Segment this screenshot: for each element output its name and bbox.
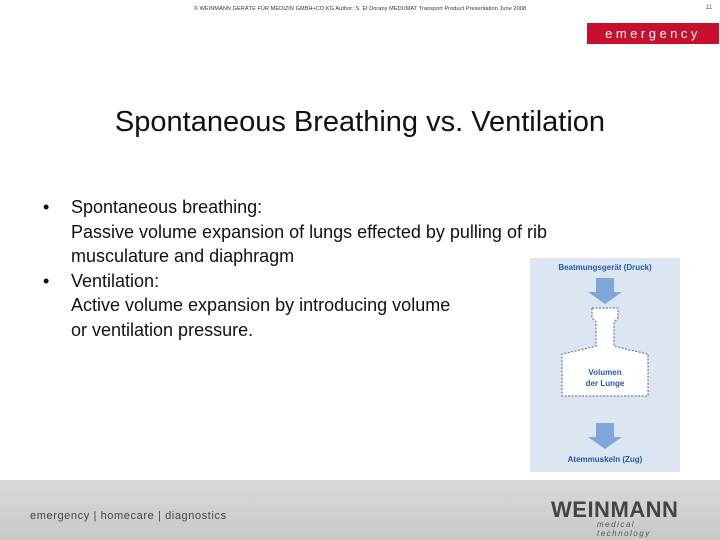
header-copyright: © WEINMANN GERÄTE FÜR MEDIZIN GMBH+CO.KG Author: S. El Dorany MEDUMAT Transport Product Presentation June 2008 — [193, 6, 527, 12]
diagram-top-label: Beatmungsgerät (Druck) — [558, 263, 652, 272]
diagram-center-label-1: Volumen — [588, 368, 622, 377]
lung-pressure-diagram — [530, 258, 680, 472]
diagram-center-label-2: der Lunge — [585, 379, 625, 388]
diagram-graphic — [530, 258, 680, 472]
footer-tagline: emergency | homecare | diagnostics — [30, 510, 227, 522]
page-number: 11 — [705, 5, 712, 11]
bullet-marker: • — [43, 197, 50, 217]
slide-title: Spontaneous Breathing vs. Ventilation — [114, 106, 606, 138]
down-arrow-bottom-icon — [588, 423, 622, 449]
weinmann-logo — [551, 497, 691, 538]
logo-subtitle: medical technology — [597, 520, 651, 538]
bullet-text: Ventilation: Active volume expansion by introducing volume or ventilation pressure. — [71, 270, 451, 340]
bullet-text: Spontaneous breathing: Passive volume expansion of lungs effected by pulling of rib musculature and diaphragm — [71, 197, 547, 266]
bullet-marker: • — [43, 270, 50, 291]
diagram-bottom-label: Atemmuskeln (Zug) — [567, 455, 643, 464]
emergency-banner: emergency — [587, 23, 719, 44]
down-arrow-top-icon — [588, 278, 622, 304]
logo-wordmark: WEINMANN — [551, 497, 679, 522]
